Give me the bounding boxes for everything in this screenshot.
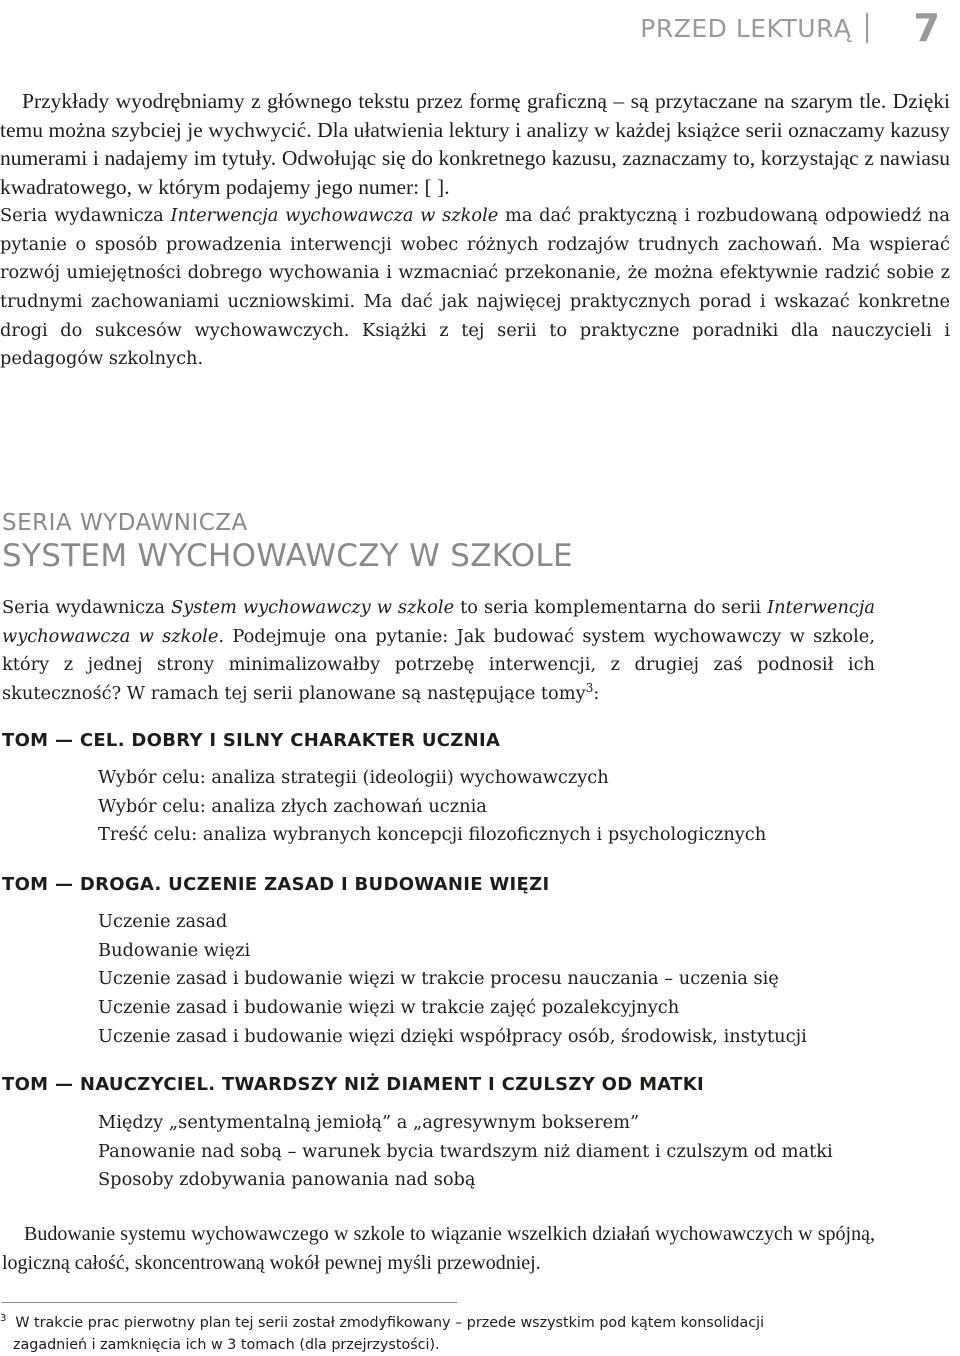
volume-item: Między „sentymentalną jemiołą” a „agresywnym bokserem” (98, 1112, 640, 1133)
volume-items (98, 908, 807, 1052)
footnote-line: zagadnień i zamknięcia ich w 3 tomach (dla przejrzystości). (13, 1336, 440, 1353)
volume-item: Treść celu: analiza wybranych koncepcji filozoficznych i psychologicznych (98, 824, 767, 846)
paragraph-series-interwencja (0, 202, 960, 374)
volume-item: Uczenie zasad i budowanie więzi w trakcie procesu nauczania – uczenia się (98, 968, 779, 990)
volume-item: Wybór celu: analiza złych zachowań ucznia (98, 795, 487, 817)
text-run: Seria wydawnicza (2, 597, 172, 618)
volume-item: Uczenie zasad (98, 911, 228, 932)
text-run: : (593, 683, 600, 705)
series-heading (2, 510, 573, 574)
volume-item: Budowanie więzi (98, 939, 251, 961)
running-title: PRZED LEKTURĄ (640, 13, 852, 43)
running-header (640, 6, 940, 50)
page-number: 7 (913, 6, 940, 50)
footnote-reference: 3 (585, 681, 594, 696)
volume-item: Uczenie zasad i budowanie więzi w trakcie zajęć pozalekcyjnych (98, 997, 680, 1019)
volume-items (98, 1109, 833, 1195)
volume-item: Uczenie zasad i budowanie więzi dzięki współpracy osób, środowisk, instytucji (98, 1025, 807, 1047)
header-divider (866, 13, 868, 43)
shaded-explanation-block (0, 87, 960, 374)
volume-heading: TOM — DROGA. UCZENIE ZASAD I BUDOWANIE WIĘZI (2, 874, 550, 895)
footnote (0, 1308, 900, 1356)
volume-item: Panowanie nad sobą – warunek bycia twardszym niż diament i czulszym od matki (98, 1140, 833, 1162)
footnote-mark: 3 (0, 1313, 7, 1324)
italic-title: System wychowawczy w szkole (171, 597, 455, 618)
volume-heading: TOM — NAUCZYCIEL. TWARDSZY NIŻ DIAMENT I CZULSZY OD MATKI (2, 1074, 704, 1095)
footnote-divider (2, 1302, 457, 1303)
italic-series-title: Interwencja wychowawcza w szkole (170, 204, 499, 226)
closing-paragraph: Budowanie systemu wychowawczego w szkole to wiązanie wszelkich działań wychowawczych w spójną, logiczną całość, skoncentrowaną wokół pewnej myśli przewodniej. (2, 1223, 875, 1274)
volume-items (98, 764, 766, 850)
text-run: to seria komplementarna do serii (454, 597, 768, 618)
text-run: Podejmuje ona pytanie: Jak budować system wychowawczy w szkole, który z jednej strony minimalizowałby potrzebę interwencji, z drugiej zaś podnosił ich skuteczność? W ramach tej serii planowane są następujące tomy (2, 625, 875, 705)
footnote-line (0, 1308, 900, 1334)
footnote-text: W trakcie prac pierwotny plan tej serii został zmodyfikowany – przede wszystkim pod kątem konsolidacji (15, 1314, 765, 1331)
text-run: Seria wydawnicza (0, 204, 171, 226)
paragraph-examples: Przykłady wyodrębniamy z głównego tekstu przez formę graficzną – są przytaczane na szarym tle. Dzięki temu można szybciej je wychwycić. Dla ułatwienia lektury i analizy w każdej książce serii oznaczamy kazusy numerami i nadajemy im tytuły. Odwołując się do konkretnego kazusu, zaznaczamy to, korzystając z nawiasu kwadratowego, w którym podajemy jego numer: [ ]. (0, 89, 950, 200)
italic-title: Interwencja wychowawcza w szkole. (2, 597, 875, 647)
text-run: ma dać praktyczną i rozbudowaną odpowiedź na pytanie o sposób prowadzenia interwencji wobec różnych rodzajów trudnych zachowań. Ma wspierać rozwój umiejętności dobrego wychowania i wzmacniać przekonanie, że można efektywnie radzić sobie z trudnymi zachowaniami uczniowskimi. Ma dać jak najwięcej praktycznych porad i wskazać konkretne drogi do sukcesów wychowawczych. Książki z tej serii to praktyczne poradniki dla nauczycieli i pedagogów szkolnych. (0, 204, 950, 370)
series-intro-paragraph (2, 594, 875, 709)
volume-heading: TOM — CEL. DOBRY I SILNY CHARAKTER UCZNIA (2, 730, 501, 751)
series-kicker: SERIA WYDAWNICZA (2, 510, 248, 536)
volume-item: Sposoby zdobywania panowania nad sobą (98, 1169, 476, 1191)
volume-item: Wybór celu: analiza strategii (ideologii) wychowawczych (98, 767, 609, 788)
series-title: SYSTEM WYCHOWAWCZY W SZKOLE (2, 538, 573, 574)
